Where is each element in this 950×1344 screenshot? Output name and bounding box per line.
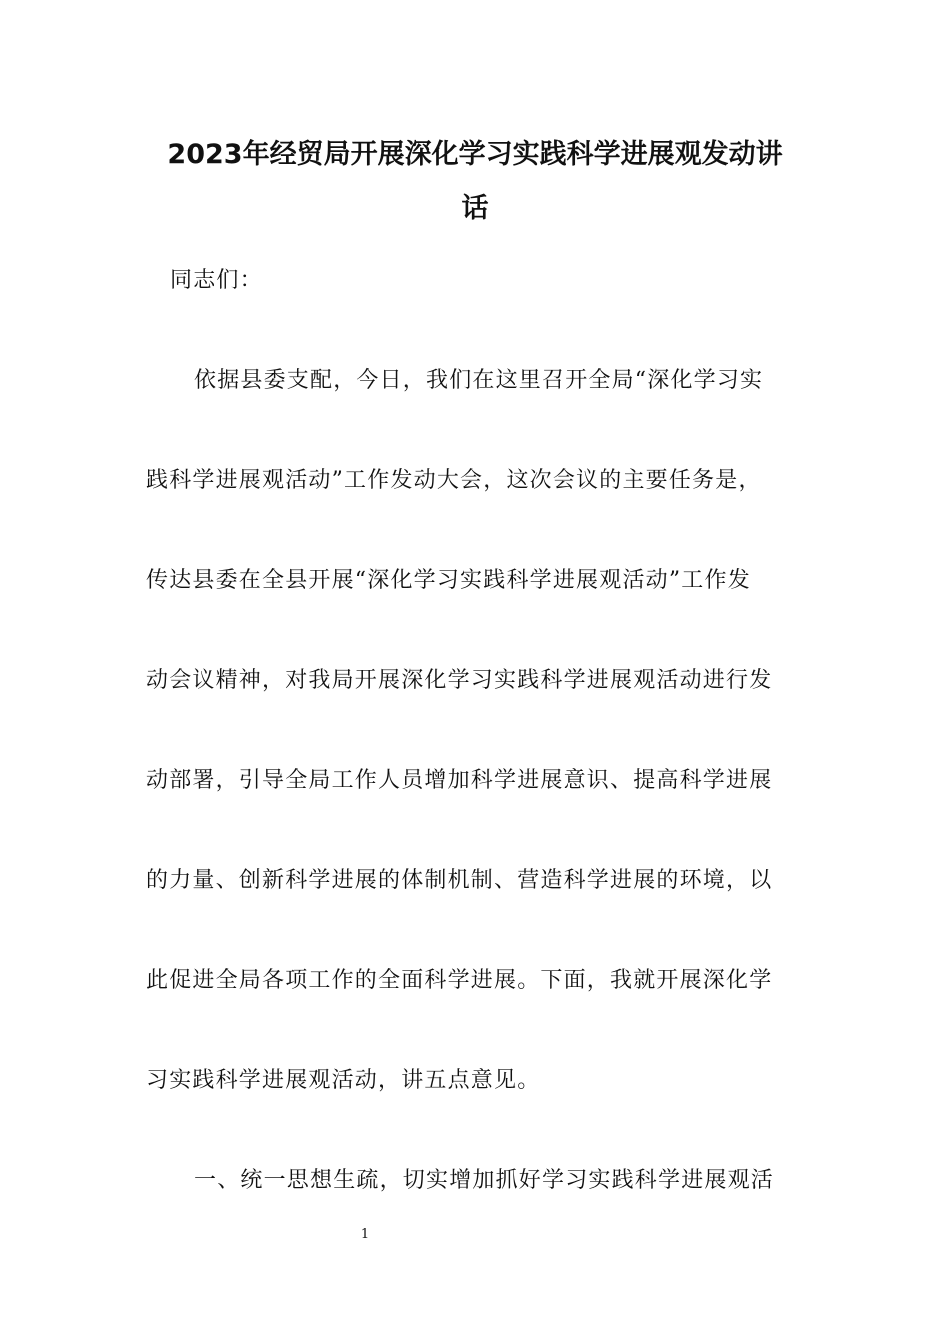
paragraph-line-2: 践科学进展观活动”工作发动大会，这次会议的主要任务是， [146,468,762,493]
document-title-line-2: 话 [461,193,489,224]
page-number: 1 [360,1227,370,1242]
paragraph-line-1: 依据县委支配，今日，我们在这里召开全局“深化学习实 [194,368,764,393]
paragraph-line-7: 此促进全局各项工作的全面科学进展。下面，我就开展深化学 [146,968,773,993]
paragraph-line-4: 动会议精神，对我局开展深化学习实践科学进展观活动进行发 [146,668,773,693]
salutation: 同志们： [170,268,263,293]
paragraph-line-3: 传达县委在全县开展“深化学习实践科学进展观活动”工作发 [146,568,751,593]
paragraph-line-8: 习实践科学进展观活动，讲五点意见。 [146,1068,541,1093]
section-heading: 一、统一思想生疏，切实增加抓好学习实践科学进展观活 [194,1168,775,1193]
document-title-line-1: 2023年经贸局开展深化学习实践科学进展观发动讲 [167,139,783,170]
paragraph-line-5: 动部署，引导全局工作人员增加科学进展意识、提高科学进展 [146,768,773,793]
paragraph-line-6: 的力量、创新科学进展的体制机制、营造科学进展的环境，以 [146,868,773,893]
